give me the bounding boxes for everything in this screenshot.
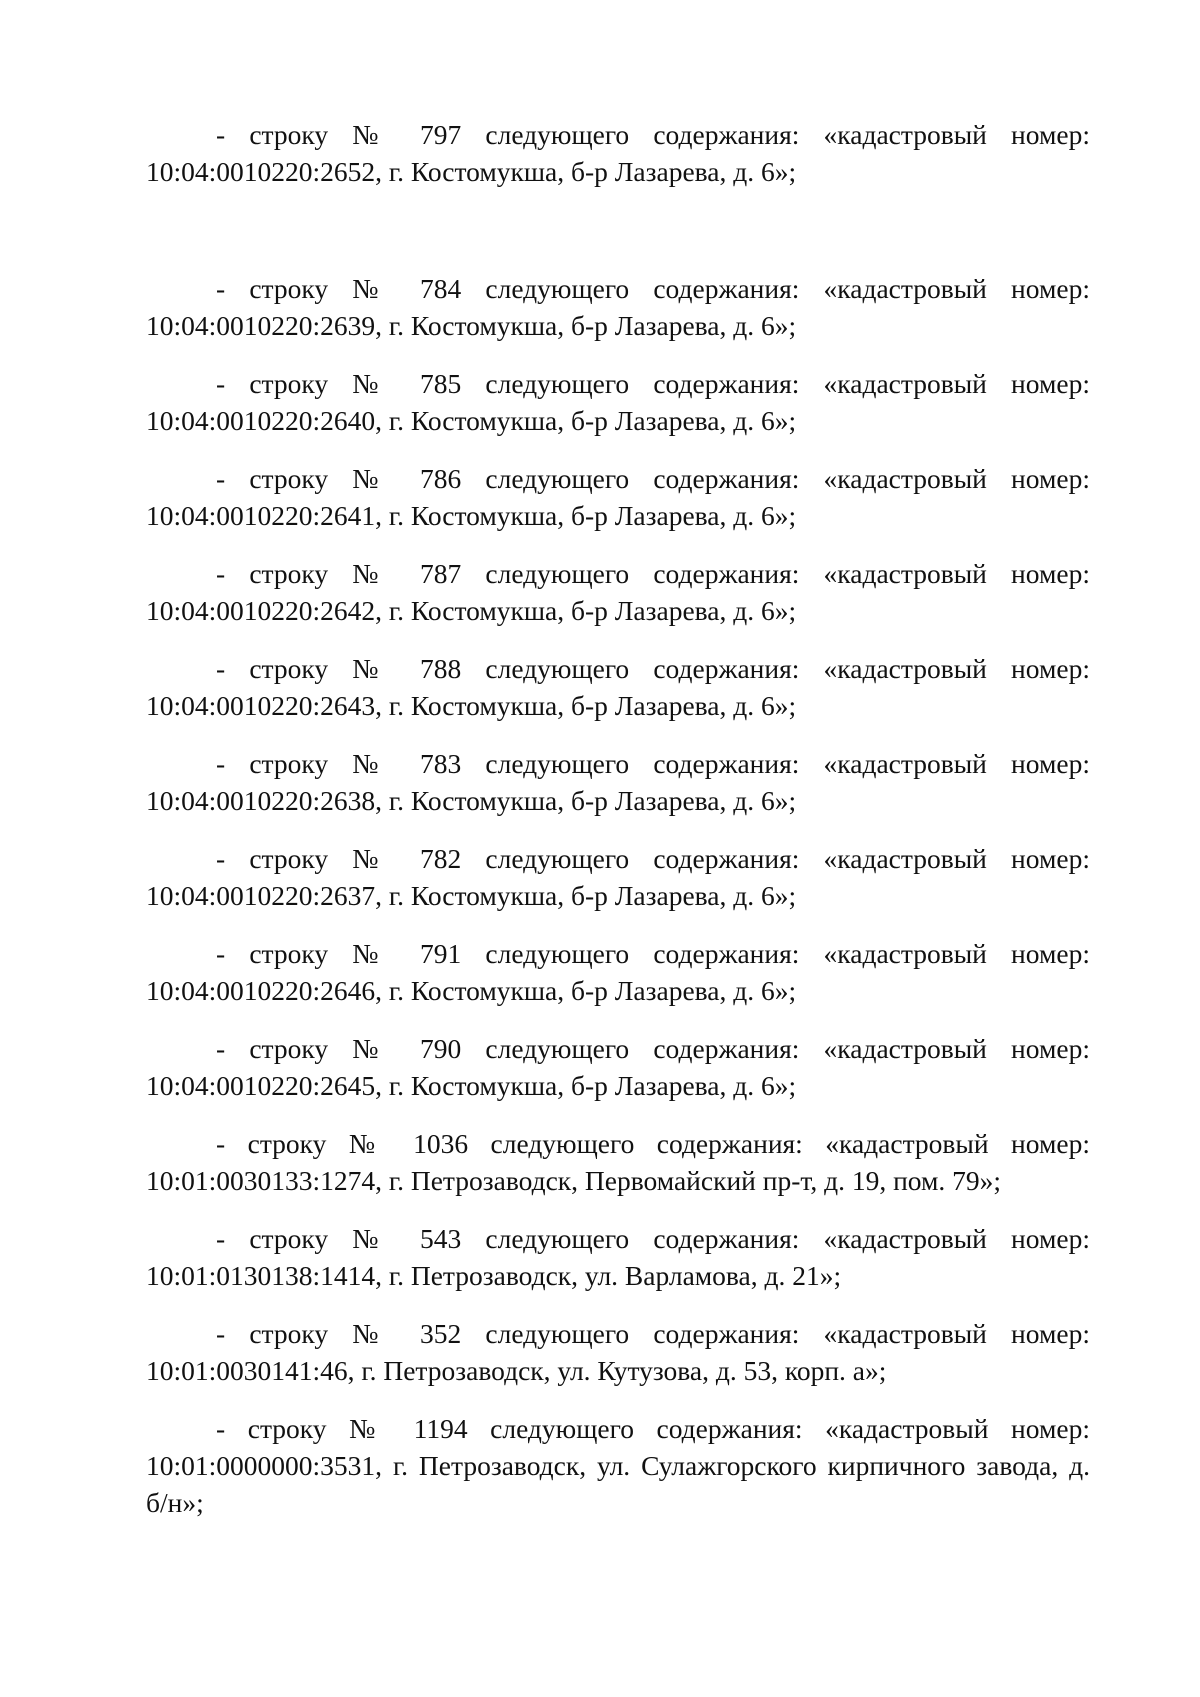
paragraph-first-line: - строку № 791 следующего содержания: «кадастровый номер:: [216, 938, 1090, 969]
paragraph-continuation: 10:04:0010220:2643, г. Костомукша, б-р Лазарева, д. 6»;: [146, 690, 797, 721]
paragraph-continuation: 10:01:0030133:1274, г. Петрозаводск, Первомайский пр-т, д. 19, пом. 79»;: [146, 1165, 1002, 1196]
paragraph-continuation: 10:04:0010220:2642, г. Костомукша, б-р Лазарева, д. 6»;: [146, 595, 797, 626]
paragraph-first-line: - строку № 785 следующего содержания: «кадастровый номер:: [216, 368, 1090, 399]
paragraph-first-line: - строку № 1194 следующего содержания: «кадастровый номер:: [216, 1413, 1090, 1444]
paragraph-row-786: [146, 460, 1090, 534]
paragraph-continuation: 10:01:0130138:1414, г. Петрозаводск, ул. Варламова, д. 21»;: [146, 1260, 842, 1291]
paragraph-row-1036: [146, 1125, 1090, 1199]
paragraph-first-line: - строку № 786 следующего содержания: «кадастровый номер:: [216, 463, 1090, 494]
paragraph-row-787: [146, 555, 1090, 629]
paragraph-continuation: 10:04:0010220:2645, г. Костомукша, б-р Лазарева, д. 6»;: [146, 1070, 797, 1101]
paragraph-row-782: [146, 840, 1090, 914]
paragraph-continuation: 10:04:0010220:2640, г. Костомукша, б-р Лазарева, д. 6»;: [146, 405, 797, 436]
paragraph-first-line: - строку № 1036 следующего содержания: «кадастровый номер:: [216, 1128, 1090, 1159]
paragraph-first-line: - строку № 543 следующего содержания: «кадастровый номер:: [216, 1223, 1090, 1254]
paragraph-first-line: - строку № 783 следующего содержания: «кадастровый номер:: [216, 748, 1090, 779]
paragraph-continuation: 10:04:0010220:2652, г. Костомукша, б-р Лазарева, д. 6»;: [146, 156, 797, 187]
paragraph-first-line: - строку № 784 следующего содержания: «кадастровый номер:: [216, 273, 1090, 304]
paragraph-row-791: [146, 935, 1090, 1009]
paragraph-row-352: [146, 1315, 1090, 1389]
paragraph-first-line: - строку № 797 следующего содержания: «кадастровый номер:: [216, 119, 1090, 150]
paragraph-continuation: 10:01:0030141:46, г. Петрозаводск, ул. Кутузова, д. 53, корп. а»;: [146, 1355, 887, 1386]
paragraph-row-785: [146, 365, 1090, 439]
paragraph-continuation: 10:04:0010220:2639, г. Костомукша, б-р Лазарева, д. 6»;: [146, 310, 797, 341]
paragraph-row-790: [146, 1030, 1090, 1104]
paragraph-continuation: 10:04:0010220:2638, г. Костомукша, б-р Лазарева, д. 6»;: [146, 785, 797, 816]
paragraph-first-line: - строку № 782 следующего содержания: «кадастровый номер:: [216, 843, 1090, 874]
paragraph-first-line: - строку № 790 следующего содержания: «кадастровый номер:: [216, 1033, 1090, 1064]
paragraph-row-784: [146, 270, 1090, 344]
paragraph-row-543: [146, 1220, 1090, 1294]
paragraph-first-line: - строку № 352 следующего содержания: «кадастровый номер:: [216, 1318, 1090, 1349]
paragraph-first-line: - строку № 788 следующего содержания: «кадастровый номер:: [216, 653, 1090, 684]
paragraph-continuation: 10:04:0010220:2646, г. Костомукша, б-р Лазарева, д. 6»;: [146, 975, 797, 1006]
paragraph-continuation: 10:01:0000000:3531, г. Петрозаводск, ул. Сулажгорского кирпичного завода, д. б/н»;: [146, 1450, 1090, 1518]
paragraph-continuation: 10:04:0010220:2637, г. Костомукша, б-р Лазарева, д. 6»;: [146, 880, 797, 911]
paragraph-row-783: [146, 745, 1090, 819]
paragraph-row-788: [146, 650, 1090, 724]
paragraph-row-1194: [146, 1410, 1090, 1521]
paragraph-continuation: 10:04:0010220:2641, г. Костомукша, б-р Лазарева, д. 6»;: [146, 500, 797, 531]
paragraph-row-797: [146, 116, 1090, 190]
paragraph-first-line: - строку № 787 следующего содержания: «кадастровый номер:: [216, 558, 1090, 589]
